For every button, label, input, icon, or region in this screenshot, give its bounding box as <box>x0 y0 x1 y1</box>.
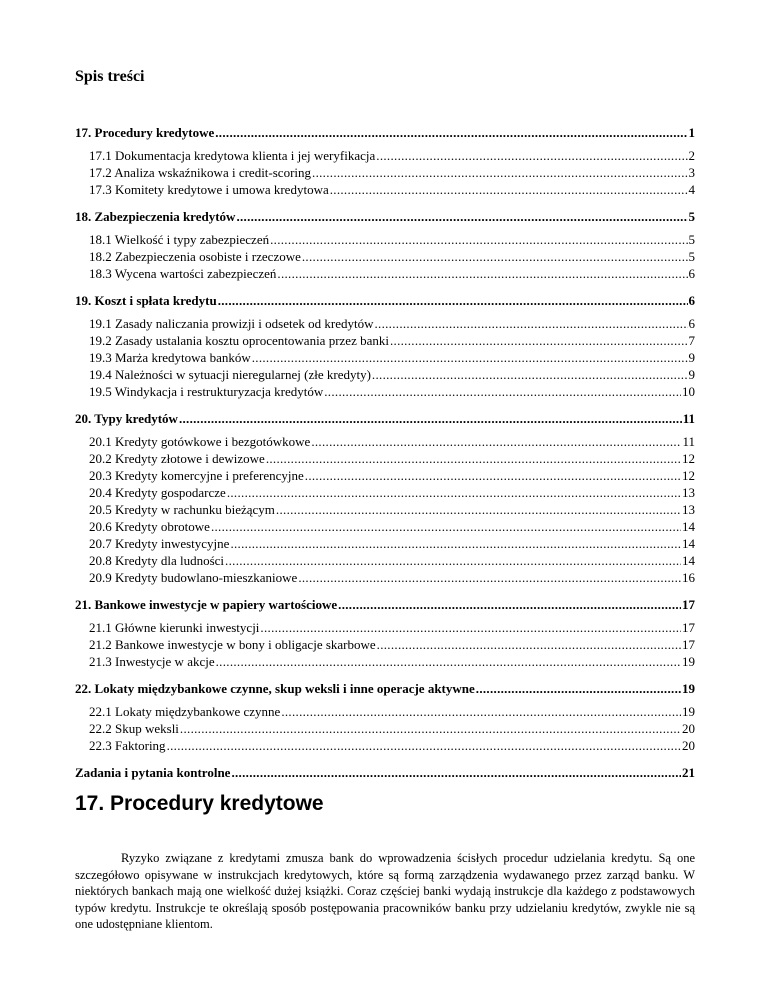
toc-entry-page-number: 3 <box>688 165 695 180</box>
toc-entry-title: 18.3 Wycena wartości zabezpieczeń <box>89 266 277 281</box>
toc-subsection-entry[interactable] <box>75 248 695 265</box>
toc-entry-title: 20. Typy kredytów <box>75 411 178 426</box>
toc-entry-page-number: 21 <box>682 765 695 780</box>
toc-entry-page-number: 1 <box>688 125 695 140</box>
toc-leader-dots <box>324 383 681 400</box>
toc-subsection-entry[interactable] <box>75 703 695 720</box>
toc-leader-dots <box>298 569 681 586</box>
toc-entry-title: 19.4 Należności w sytuacji nieregularnej (złe kredyty) <box>89 367 371 382</box>
toc-entry-page-number: 9 <box>688 350 695 365</box>
toc-subsection-entry[interactable] <box>75 231 695 248</box>
toc-entry-page-number: 11 <box>682 411 695 426</box>
toc-entry-page-number: 2 <box>688 148 695 163</box>
toc-leader-dots <box>330 181 688 198</box>
toc-entry-title: 20.7 Kredyty inwestycyjne <box>89 536 230 551</box>
toc-subsection-entry[interactable] <box>75 433 695 450</box>
toc-entry-page-number: 12 <box>682 468 695 483</box>
toc-entry-page-number: 19 <box>682 681 695 696</box>
toc-leader-dots <box>390 332 688 349</box>
toc-entry-page-number: 17 <box>682 637 695 652</box>
toc-subsection-entry[interactable] <box>75 737 695 754</box>
toc-subsection-entry[interactable] <box>75 518 695 535</box>
toc-leader-dots <box>302 248 688 265</box>
toc-entry-page-number: 20 <box>682 738 695 753</box>
toc-leader-dots <box>476 680 681 697</box>
toc-entry-page-number: 13 <box>682 485 695 500</box>
toc-leader-dots <box>372 366 688 383</box>
toc-entry-title: 17. Procedury kredytowe <box>75 125 215 140</box>
table-of-contents <box>75 124 695 781</box>
toc-chapter-entry[interactable] <box>75 292 695 309</box>
toc-leader-dots <box>179 410 682 427</box>
toc-entry-title: Zadania i pytania kontrolne <box>75 765 231 780</box>
toc-leader-dots <box>276 501 681 518</box>
toc-subsection-entry[interactable] <box>75 450 695 467</box>
toc-entry-title: 18.2 Zabezpieczenia osobiste i rzeczowe <box>89 249 301 264</box>
toc-leader-dots <box>227 484 681 501</box>
toc-leader-dots <box>305 467 681 484</box>
toc-entry-page-number: 6 <box>688 293 695 308</box>
toc-entry-page-number: 14 <box>682 536 695 551</box>
toc-entry-title: 19. Koszt i spłata kredytu <box>75 293 217 308</box>
toc-entry-title: 17.3 Komitety kredytowe i umowa kredytowa <box>89 182 329 197</box>
toc-leader-dots <box>236 208 687 225</box>
toc-entry-title: 17.2 Analiza wskaźnikowa i credit-scoring <box>89 165 312 180</box>
toc-leader-dots <box>312 164 687 181</box>
toc-entry-title: 19.1 Zasady naliczania prowizji i odsetek od kredytów <box>89 316 374 331</box>
toc-subsection-entry[interactable] <box>75 265 695 282</box>
toc-entry-title: 18. Zabezpieczenia kredytów <box>75 209 236 224</box>
toc-leader-dots <box>252 349 688 366</box>
toc-leader-dots <box>281 703 681 720</box>
toc-leader-dots <box>180 720 681 737</box>
toc-subsection-entry[interactable] <box>75 535 695 552</box>
toc-subsection-entry[interactable] <box>75 501 695 518</box>
toc-entry-title: 20.4 Kredyty gospodarcze <box>89 485 226 500</box>
toc-subsection-entry[interactable] <box>75 636 695 653</box>
toc-entry-page-number: 11 <box>682 434 695 449</box>
toc-leader-dots <box>231 764 681 781</box>
toc-entry-title: 20.9 Kredyty budowlano-mieszkaniowe <box>89 570 298 585</box>
toc-leader-dots <box>260 619 681 636</box>
toc-chapter-entry[interactable] <box>75 596 695 613</box>
toc-entry-title: 20.3 Kredyty komercyjne i preferencyjne <box>89 468 304 483</box>
toc-leader-dots <box>376 147 687 164</box>
toc-chapter-entry[interactable] <box>75 680 695 697</box>
toc-entry-page-number: 19 <box>682 654 695 669</box>
toc-subsection-entry[interactable] <box>75 619 695 636</box>
toc-leader-dots <box>374 315 687 332</box>
toc-leader-dots <box>215 124 687 141</box>
toc-entry-page-number: 13 <box>682 502 695 517</box>
toc-entry-title: 19.2 Zasady ustalania kosztu oprocentowania przez banki <box>89 333 389 348</box>
toc-entry-title: 20.6 Kredyty obrotowe <box>89 519 210 534</box>
toc-subsection-entry[interactable] <box>75 552 695 569</box>
toc-entry-page-number: 6 <box>688 266 695 281</box>
toc-entry-title: 21. Bankowe inwestycje w papiery wartościowe <box>75 597 338 612</box>
toc-entry-title: 22. Lokaty międzybankowe czynne, skup weksli i inne operacje aktywne <box>75 681 475 696</box>
toc-entry-title: 17.1 Dokumentacja kredytowa klienta i jej weryfikacja <box>89 148 376 163</box>
toc-subsection-entry[interactable] <box>75 484 695 501</box>
toc-chapter-entry[interactable] <box>75 208 695 225</box>
toc-leader-dots <box>311 433 681 450</box>
toc-entry-title: 20.2 Kredyty złotowe i dewizowe <box>89 451 265 466</box>
toc-entry-title: 21.2 Bankowe inwestycje w bony i obligacje skarbowe <box>89 637 376 652</box>
toc-entry-title: 18.1 Wielkość i typy zabezpieczeń <box>89 232 270 247</box>
toc-subsection-entry[interactable] <box>75 164 695 181</box>
toc-entry-page-number: 5 <box>688 209 695 224</box>
toc-entry-page-number: 17 <box>682 620 695 635</box>
toc-entry-page-number: 4 <box>688 182 695 197</box>
toc-leader-dots <box>167 737 681 754</box>
toc-entry-title: 20.5 Kredyty w rachunku bieżącym <box>89 502 275 517</box>
toc-leader-dots <box>277 265 687 282</box>
toc-entry-page-number: 10 <box>682 384 695 399</box>
body-paragraph: Ryzyko związane z kredytami zmusza bank do wprowadzenia ścisłych procedur udzielania kredytu. Są one szczegółowo opisywane w instrukcjach kredytowych, które są formą zarządzenia wydawanego przez zarząd banku. W niektórych bankach mają one wielkość dużej książki. Coraz częściej banki wydają instrukcje dla każdego z podstawowych typów kredytu. Instrukcje te określają sposób postępowania pracowników banku przy udzielaniu kredytów, zwykle nie są one udostępniane klientom. <box>75 851 695 931</box>
toc-title: Spis treści <box>75 68 145 85</box>
toc-subsection-entry[interactable] <box>75 315 695 332</box>
toc-entry-page-number: 5 <box>688 232 695 247</box>
toc-leader-dots <box>377 636 681 653</box>
toc-entry-page-number: 9 <box>688 367 695 382</box>
toc-leader-dots <box>338 596 681 613</box>
toc-entry-title: 19.3 Marża kredytowa banków <box>89 350 251 365</box>
toc-subsection-entry[interactable] <box>75 569 695 586</box>
toc-subsection-entry[interactable] <box>75 467 695 484</box>
toc-leader-dots <box>230 535 681 552</box>
toc-subsection-entry[interactable] <box>75 366 695 383</box>
toc-leader-dots <box>211 518 681 535</box>
toc-entry-title: 22.1 Lokaty międzybankowe czynne <box>89 704 281 719</box>
toc-subsection-entry[interactable] <box>75 181 695 198</box>
toc-leader-dots <box>218 292 688 309</box>
toc-entry-page-number: 20 <box>682 721 695 736</box>
toc-entry-title: 22.2 Skup weksli <box>89 721 179 736</box>
toc-entry-page-number: 17 <box>682 597 695 612</box>
toc-leader-dots <box>216 653 681 670</box>
toc-subsection-entry[interactable] <box>75 383 695 400</box>
toc-subsection-entry[interactable] <box>75 349 695 366</box>
toc-chapter-entry[interactable] <box>75 410 695 427</box>
toc-subsection-entry[interactable] <box>75 147 695 164</box>
toc-subsection-entry[interactable] <box>75 653 695 670</box>
toc-leader-dots <box>225 552 681 569</box>
toc-entry-title: 19.5 Windykacja i restrukturyzacja kredytów <box>89 384 324 399</box>
toc-entry-page-number: 7 <box>688 333 695 348</box>
toc-entry-page-number: 5 <box>688 249 695 264</box>
toc-entry-page-number: 14 <box>682 553 695 568</box>
toc-entry-page-number: 6 <box>688 316 695 331</box>
toc-entry-title: 20.8 Kredyty dla ludności <box>89 553 225 568</box>
toc-entry-title: 21.1 Główne kierunki inwestycji <box>89 620 260 635</box>
toc-entry-page-number: 14 <box>682 519 695 534</box>
toc-entry-page-number: 12 <box>682 451 695 466</box>
toc-chapter-entry[interactable] <box>75 124 695 141</box>
toc-entry-page-number: 16 <box>682 570 695 585</box>
toc-chapter-entry[interactable] <box>75 764 695 781</box>
section-heading: 17. Procedury kredytowe <box>75 792 324 815</box>
toc-subsection-entry[interactable] <box>75 720 695 737</box>
toc-entry-title: 20.1 Kredyty gotówkowe i bezgotówkowe <box>89 434 311 449</box>
toc-entry-title: 22.3 Faktoring <box>89 738 166 753</box>
toc-entry-page-number: 19 <box>682 704 695 719</box>
toc-leader-dots <box>270 231 687 248</box>
toc-subsection-entry[interactable] <box>75 332 695 349</box>
toc-entry-title: 21.3 Inwestycje w akcje <box>89 654 215 669</box>
toc-leader-dots <box>266 450 681 467</box>
